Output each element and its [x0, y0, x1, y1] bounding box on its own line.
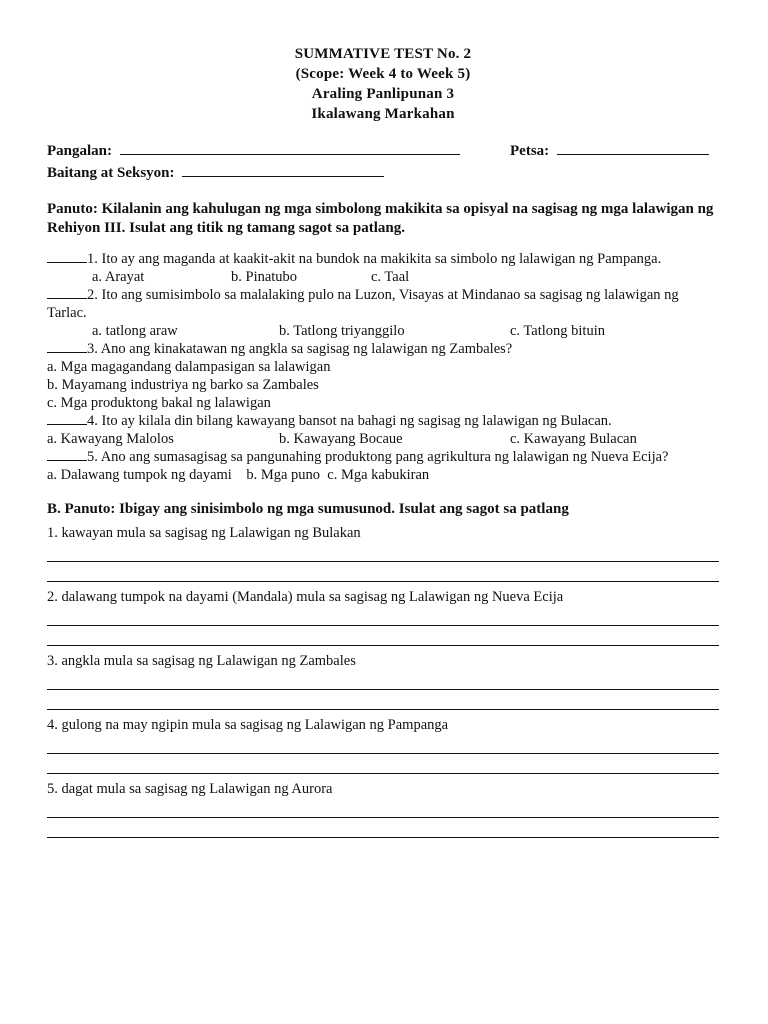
- question-5-text: 5. Ano ang sumasagisag sa pangunahing produktong pang agrikultura ng lalawigan ng Nueva Ecija?: [87, 449, 669, 465]
- answer-line-4b[interactable]: [47, 754, 719, 774]
- answer-blank-3[interactable]: [47, 340, 87, 353]
- test-title: SUMMATIVE TEST No. 2: [294, 46, 472, 62]
- section-blank-line[interactable]: [182, 164, 384, 177]
- choice-3c: c. Mga produktong bakal ng lalawigan: [47, 395, 271, 411]
- choice-1a: a. Arayat: [92, 269, 145, 285]
- question-2-text: 2. Ito ang sumisimbolo sa malalaking pulo na Luzon, Visayas at Mindanao sa sagisag ng lalawigan ng Tarlac.: [47, 287, 679, 321]
- name-label: Pangalan:: [47, 143, 113, 159]
- date-label: Petsa:: [510, 143, 550, 159]
- part-b-item-2: [47, 588, 719, 646]
- choice-1b: b. Pinatubo: [231, 269, 298, 285]
- answer-line-2a[interactable]: [47, 606, 719, 626]
- choice-4b: b. Kawayang Bocaue: [279, 431, 403, 447]
- choice-1c: c. Taal: [371, 269, 410, 285]
- question-4: [47, 412, 719, 430]
- question-2-choices: [47, 322, 719, 340]
- test-page: [47, 44, 719, 838]
- answer-line-1a[interactable]: [47, 542, 719, 562]
- question-3: [47, 340, 719, 358]
- name-blank-line[interactable]: [120, 142, 460, 155]
- question-3-text: 3. Ano ang kinakatawan ng angkla sa sagisag ng lalawigan ng Zambales?: [87, 341, 513, 357]
- part-b-question-4: 4. gulong na may ngipin mula sa sagisag ng Lalawigan ng Pampanga: [47, 717, 449, 733]
- test-subject: Araling Panlipunan 3: [311, 86, 455, 102]
- test-scope: (Scope: Week 4 to Week 5): [295, 66, 471, 82]
- part-b-question-5: 5. dagat mula sa sagisag ng Lalawigan ng Aurora: [47, 781, 333, 797]
- answer-line-4a[interactable]: [47, 734, 719, 754]
- part-a-directions: Panuto: Kilalanin ang kahulugan ng mga simbolong makikita sa opisyal na sagisag ng mga lalawigan ng Rehiyon III. Isulat ang titik ng tamang sagot sa patlang.: [47, 201, 714, 236]
- answer-line-2b[interactable]: [47, 626, 719, 646]
- answer-line-1b[interactable]: [47, 562, 719, 582]
- part-b-question-2: 2. dalawang tumpok na dayami (Mandala) mula sa sagisag ng Lalawigan ng Nueva Ecija: [47, 589, 564, 605]
- answer-line-3b[interactable]: [47, 690, 719, 710]
- choice-3a: a. Mga magagandang dalampasigan sa lalawigan: [47, 359, 331, 375]
- choice-4c: c. Kawayang Bulacan: [510, 431, 637, 447]
- question-1: [47, 250, 719, 268]
- answer-blank-5[interactable]: [47, 448, 87, 461]
- part-b-item-5: [47, 780, 719, 838]
- test-quarter: Ikalawang Markahan: [311, 106, 455, 122]
- question-4-choices: [47, 430, 719, 448]
- choice-2b: b. Tatlong triyanggilo: [279, 323, 405, 339]
- part-b-item-4: [47, 716, 719, 774]
- part-b-item-1: [47, 524, 719, 582]
- section-label: Baitang at Seksyon:: [47, 165, 175, 181]
- part-b-item-3: [47, 652, 719, 710]
- choice-2c: c. Tatlong bituin: [510, 323, 605, 339]
- choice-2a: a. tatlong araw: [92, 323, 178, 339]
- choice-3b: b. Mayamang industriya ng barko sa Zambales: [47, 377, 319, 393]
- answer-blank-4[interactable]: [47, 412, 87, 425]
- part-b-directions: B. Panuto: Ibigay ang sinisimbolo ng mga sumusunod. Isulat ang sagot sa patlang: [47, 501, 569, 517]
- part-b-question-1: 1. kawayan mula sa sagisag ng Lalawigan ng Bulakan: [47, 525, 361, 541]
- section-row: [47, 164, 719, 184]
- choice-4a: a. Kawayang Malolos: [47, 431, 174, 447]
- answer-blank-1[interactable]: [47, 250, 87, 263]
- answer-line-5a[interactable]: [47, 798, 719, 818]
- question-5-choices: a. Dalawang tumpok ng dayami b. Mga puno c. Mga kabukiran: [47, 467, 430, 483]
- part-b-question-3: 3. angkla mula sa sagisag ng Lalawigan ng Zambales: [47, 653, 356, 669]
- date-field: [510, 142, 709, 160]
- question-1-choices: [47, 268, 719, 286]
- date-blank-line[interactable]: [557, 142, 709, 155]
- answer-line-5b[interactable]: [47, 818, 719, 838]
- part-a-items: [47, 250, 719, 484]
- question-1-text: 1. Ito ay ang maganda at kaakit-akit na bundok na makikita sa simbolo ng lalawigan ng Pampanga.: [87, 251, 662, 267]
- question-4-text: 4. Ito ay kilala din bilang kawayang bansot na bahagi ng sagisag ng lalawigan ng Bulacan.: [87, 413, 612, 429]
- test-header: [47, 44, 719, 124]
- question-2: [47, 286, 719, 322]
- name-date-row: [47, 142, 719, 162]
- answer-blank-2[interactable]: [47, 286, 87, 299]
- question-5: [47, 448, 719, 466]
- answer-line-3a[interactable]: [47, 670, 719, 690]
